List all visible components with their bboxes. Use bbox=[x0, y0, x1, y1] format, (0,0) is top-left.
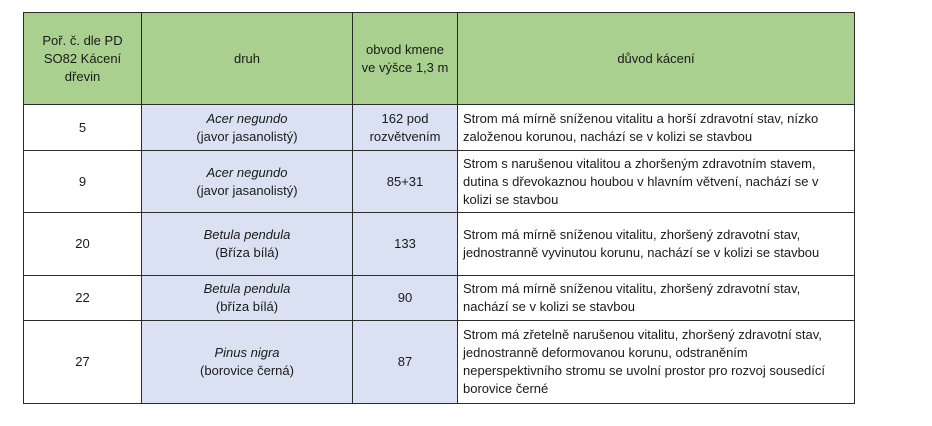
cell-reason: Strom s narušenou vitalitou a zhoršeným zdravotním stavem, dutina s dřevokaznou houbou v hlavním větvení, nachází se v kolizi se stavbou bbox=[458, 151, 855, 213]
species-common: (borovice černá) bbox=[200, 363, 294, 378]
cell-reason: Strom má mírně sníženou vitalitu, zhoršený zdravotní stav, nachází se v kolizi se stavbou bbox=[458, 276, 855, 321]
clipped-text-line-above-table bbox=[0, 0, 932, 4]
species-common: (javor jasanolistý) bbox=[196, 182, 298, 198]
cell-circumference: 85+31 bbox=[353, 151, 458, 213]
cell-number: 9 bbox=[24, 151, 142, 213]
cell-circumference: 133 bbox=[353, 213, 458, 276]
table-row bbox=[24, 321, 855, 404]
species-latin: Betula pendula bbox=[203, 281, 291, 296]
cell-species bbox=[142, 151, 353, 213]
cell-reason: Strom má mírně sníženou vitalitu a horší zdravotní stav, nízko založenou korunou, nachází se v kolizi se stavbou bbox=[458, 105, 855, 151]
cell-circumference: 90 bbox=[353, 276, 458, 321]
species-common: (javor jasanolistý) bbox=[196, 128, 298, 144]
cell-number: 27 bbox=[24, 321, 142, 404]
cell-reason: Strom má zřetelně narušenou vitalitu, zhoršený zdravotní stav, jednostranně deformovanou korunu, odstraněním neperspektivního stromu se uvolní prostor pro rozvoj sousedící borovice černé bbox=[458, 321, 855, 404]
header-species: druh bbox=[142, 13, 353, 105]
table-row bbox=[24, 105, 855, 151]
cell-number: 20 bbox=[24, 213, 142, 276]
cell-number: 5 bbox=[24, 105, 142, 151]
table-header-row bbox=[24, 13, 855, 105]
cell-number: 22 bbox=[24, 276, 142, 321]
species-common: (Bříza bílá) bbox=[215, 245, 279, 260]
cell-circumference: 87 bbox=[353, 321, 458, 404]
header-circumference: obvod kmene ve výšce 1,3 m bbox=[353, 13, 458, 105]
table-row bbox=[24, 213, 855, 276]
cell-species bbox=[142, 105, 353, 151]
cell-species bbox=[142, 213, 353, 276]
species-latin: Acer negundo bbox=[206, 164, 288, 180]
tree-felling-table bbox=[23, 12, 855, 404]
species-common: (bříza bílá) bbox=[215, 299, 279, 314]
cell-circumference: 162 pod rozvětvením bbox=[353, 105, 458, 151]
species-latin: Betula pendula bbox=[203, 227, 291, 242]
species-latin: Acer negundo bbox=[206, 110, 288, 126]
cell-species bbox=[142, 321, 353, 404]
cell-reason: Strom má mírně sníženou vitalitu, zhoršený zdravotní stav, jednostranně vyvinutou korunu, nachází se v kolizi se stavbou bbox=[458, 213, 855, 276]
header-number: Poř. č. dle PD SO82 Kácení dřevin bbox=[24, 13, 142, 105]
cell-species bbox=[142, 276, 353, 321]
header-reason: důvod kácení bbox=[458, 13, 855, 105]
table-row bbox=[24, 151, 855, 213]
species-latin: Pinus nigra bbox=[214, 345, 280, 360]
table-row bbox=[24, 276, 855, 321]
